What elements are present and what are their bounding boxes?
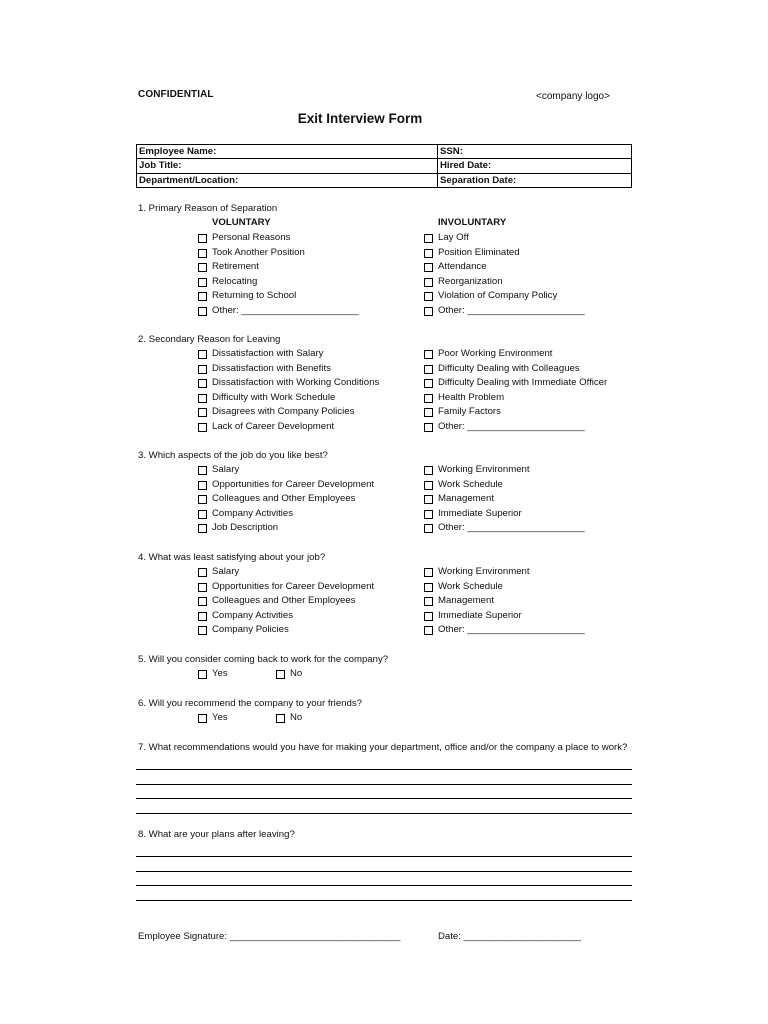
confidential-label: CONFIDENTIAL — [138, 89, 214, 100]
voluntary-heading: VOLUNTARY — [212, 217, 271, 228]
option-label: Management — [438, 493, 494, 504]
checkbox[interactable] — [424, 612, 433, 621]
checkbox[interactable] — [276, 670, 285, 679]
option-label: Other: ______________________ — [212, 304, 359, 316]
checkbox-option[interactable] — [424, 231, 469, 245]
option-label: Work Schedule — [438, 580, 503, 592]
option-label: Immediate Superior — [438, 609, 522, 621]
option-label: Immediate Superior — [438, 507, 522, 519]
question-8: 8. What are your plans after leaving? — [138, 829, 295, 840]
checkbox[interactable] — [198, 597, 207, 606]
option-label: Work Schedule — [438, 478, 503, 490]
ssn-field[interactable]: SSN: — [438, 145, 632, 159]
checkbox-option[interactable] — [424, 580, 503, 594]
checkbox[interactable] — [424, 278, 433, 287]
checkbox[interactable] — [424, 249, 433, 258]
q8-answer-line[interactable] — [136, 856, 632, 857]
checkbox[interactable] — [424, 307, 433, 316]
checkbox[interactable] — [424, 481, 433, 490]
option-label: Reorganization — [438, 275, 503, 287]
checkbox[interactable] — [424, 292, 433, 301]
checkbox[interactable] — [198, 670, 207, 679]
checkbox-option[interactable] — [198, 609, 293, 623]
checkbox-option[interactable] — [424, 623, 585, 637]
checkbox[interactable] — [198, 394, 207, 403]
checkbox[interactable] — [424, 495, 433, 504]
option-label: Position Eliminated — [438, 246, 520, 258]
q6-no-option[interactable]: No — [276, 711, 302, 725]
option-label: Disagrees with Company Policies — [212, 406, 355, 417]
checkbox-option[interactable] — [198, 580, 374, 594]
checkbox-option[interactable] — [198, 347, 323, 361]
option-label: Job Description — [212, 522, 279, 533]
option-label: Retirement — [212, 261, 259, 272]
option-label: Colleagues and Other Employees — [212, 493, 356, 504]
checkbox[interactable] — [424, 234, 433, 243]
checkbox-option[interactable] — [198, 492, 355, 506]
checkbox[interactable] — [198, 714, 207, 723]
department-location-field[interactable]: Department/Location: — [137, 173, 438, 187]
checkbox[interactable] — [198, 495, 207, 504]
checkbox-option[interactable] — [198, 594, 355, 608]
checkbox[interactable] — [198, 583, 207, 592]
question-1: 1. Primary Reason of Separation — [138, 203, 278, 214]
checkbox[interactable] — [198, 234, 207, 243]
option-label: Opportunities for Career Development — [212, 580, 375, 592]
checkbox[interactable] — [424, 365, 433, 374]
checkbox-option[interactable] — [198, 478, 374, 492]
option-label: Working Environment — [438, 566, 530, 577]
checkbox-option[interactable] — [198, 623, 289, 637]
checkbox-option[interactable] — [424, 260, 487, 274]
option-label: Lack of Career Development — [212, 420, 335, 432]
hired-date-field[interactable]: Hired Date: — [438, 159, 632, 173]
checkbox[interactable] — [198, 365, 207, 374]
option-label: Company Activities — [212, 609, 294, 621]
q7-answer-line[interactable] — [136, 784, 632, 785]
checkbox-option[interactable] — [424, 376, 607, 390]
question-7: 7. What recommendations would you have for making your department, office and/or the company a place to work? — [138, 742, 628, 753]
employee-info-table — [136, 144, 632, 188]
checkbox[interactable] — [198, 510, 207, 519]
checkbox-option[interactable] — [424, 391, 504, 405]
checkbox[interactable] — [424, 394, 433, 403]
checkbox[interactable] — [198, 568, 207, 577]
checkbox[interactable] — [424, 423, 433, 432]
checkbox-option[interactable] — [198, 463, 239, 477]
checkbox-option[interactable] — [198, 405, 354, 419]
q8-answer-line[interactable] — [136, 900, 632, 901]
checkbox[interactable] — [424, 408, 433, 417]
checkbox-option[interactable] — [424, 304, 585, 318]
job-title-field[interactable]: Job Title: — [137, 159, 438, 173]
option-label: Opportunities for Career Development — [212, 478, 375, 490]
checkbox[interactable] — [198, 481, 207, 490]
question-5: 5. Will you consider coming back to work for the company? — [138, 654, 389, 665]
checkbox-option[interactable] — [424, 478, 503, 492]
option-label: Poor Working Environment — [438, 348, 553, 359]
checkbox[interactable] — [198, 626, 207, 635]
checkbox-option[interactable] — [198, 376, 379, 390]
q7-answer-line[interactable] — [136, 769, 632, 770]
checkbox-option[interactable] — [198, 260, 259, 274]
table-row — [137, 159, 632, 173]
checkbox[interactable] — [424, 510, 433, 519]
table-row — [137, 145, 632, 159]
checkbox[interactable] — [424, 597, 433, 606]
checkbox-option[interactable] — [198, 231, 290, 245]
signature-date-field[interactable]: Date: ______________________ — [438, 931, 581, 942]
checkbox-option[interactable] — [424, 289, 557, 303]
checkbox[interactable] — [198, 249, 207, 258]
checkbox[interactable] — [198, 524, 207, 533]
option-label: Difficulty Dealing with Immediate Officer — [438, 377, 608, 388]
checkbox[interactable] — [424, 379, 433, 388]
checkbox[interactable] — [276, 714, 285, 723]
q5-no-option[interactable]: No — [276, 667, 302, 681]
option-label: Relocating — [212, 275, 258, 287]
checkbox-option[interactable] — [424, 492, 494, 506]
option-label: Dissatisfaction with Salary — [212, 348, 324, 359]
checkbox[interactable] — [198, 350, 207, 359]
checkbox[interactable] — [424, 583, 433, 592]
table-row — [137, 173, 632, 187]
checkbox-option[interactable] — [198, 246, 305, 260]
checkbox[interactable] — [424, 568, 433, 577]
option-label: Working Environment — [438, 464, 530, 475]
q5-yes-option[interactable]: Yes — [198, 667, 228, 681]
option-label: Personal Reasons — [212, 232, 291, 243]
option-label: Company Policies — [212, 624, 289, 635]
checkbox[interactable] — [424, 524, 433, 533]
company-logo-placeholder: <company logo> — [536, 91, 610, 102]
checkbox[interactable] — [198, 292, 207, 301]
option-label: Management — [438, 595, 494, 606]
checkbox-option[interactable] — [198, 521, 278, 535]
checkbox-option[interactable] — [424, 420, 585, 434]
checkbox-option[interactable] — [424, 594, 494, 608]
checkbox-option[interactable] — [198, 304, 359, 318]
option-label: Dissatisfaction with Benefits — [212, 362, 331, 374]
checkbox-option[interactable] — [424, 565, 530, 579]
option-label: Other: ______________________ — [438, 420, 585, 432]
option-label: Took Another Position — [212, 246, 305, 258]
checkbox-option[interactable] — [424, 275, 503, 289]
question-2: 2. Secondary Reason for Leaving — [138, 334, 281, 345]
checkbox[interactable] — [198, 307, 207, 316]
checkbox-option[interactable] — [198, 289, 296, 303]
involuntary-heading: INVOLUNTARY — [438, 217, 507, 228]
checkbox-option[interactable] — [424, 609, 522, 623]
checkbox-option[interactable] — [198, 507, 293, 521]
checkbox-option[interactable] — [198, 391, 335, 405]
employee-signature-field[interactable]: Employee Signature: ________________________________ — [138, 931, 401, 942]
q7-answer-line[interactable] — [136, 798, 632, 799]
checkbox[interactable] — [424, 350, 433, 359]
checkbox-option[interactable] — [424, 507, 522, 521]
option-label: Family Factors — [438, 406, 501, 417]
checkbox[interactable] — [198, 612, 207, 621]
form-title: Exit Interview Form — [297, 111, 423, 126]
checkbox-option[interactable] — [198, 420, 334, 434]
option-label: Difficulty Dealing with Colleagues — [438, 362, 580, 374]
option-label: Colleagues and Other Employees — [212, 595, 356, 606]
checkbox-option[interactable] — [424, 521, 585, 535]
checkbox[interactable] — [424, 626, 433, 635]
q8-answer-line[interactable] — [136, 871, 632, 872]
question-4: 4. What was least satisfying about your job? — [138, 552, 326, 563]
option-label: Company Activities — [212, 507, 294, 519]
option-label: Difficulty with Work Schedule — [212, 391, 336, 403]
option-label: Salary — [212, 566, 240, 577]
option-label: Salary — [212, 464, 240, 475]
checkbox[interactable] — [198, 263, 207, 272]
checkbox[interactable] — [198, 379, 207, 388]
option-label: Health Problem — [438, 391, 505, 403]
checkbox-option[interactable] — [198, 362, 331, 376]
checkbox[interactable] — [198, 408, 207, 417]
checkbox[interactable] — [198, 423, 207, 432]
checkbox-option[interactable] — [198, 565, 239, 579]
option-label: Violation of Company Policy — [438, 290, 558, 301]
q7-answer-line[interactable] — [136, 813, 632, 814]
q6-yes-option[interactable]: Yes — [198, 711, 228, 725]
checkbox[interactable] — [424, 466, 433, 475]
option-label: Other: ______________________ — [438, 624, 585, 635]
checkbox-option[interactable] — [424, 463, 530, 477]
option-label: Returning to School — [212, 290, 297, 301]
option-label: Other: ______________________ — [438, 522, 585, 533]
question-3: 3. Which aspects of the job do you like best? — [138, 450, 328, 461]
checkbox[interactable] — [424, 263, 433, 272]
checkbox-option[interactable] — [424, 362, 580, 376]
checkbox-option[interactable] — [424, 246, 520, 260]
separation-date-field[interactable]: Separation Date: — [438, 173, 632, 187]
checkbox-option[interactable] — [424, 347, 552, 361]
q8-answer-line[interactable] — [136, 885, 632, 886]
question-6: 6. Will you recommend the company to your friends? — [138, 698, 362, 709]
checkbox-option[interactable] — [198, 275, 257, 289]
option-label: Lay Off — [438, 232, 469, 243]
employee-name-field[interactable]: Employee Name: — [137, 145, 438, 159]
option-label: Other: ______________________ — [438, 304, 585, 316]
checkbox[interactable] — [198, 278, 207, 287]
option-label: Dissatisfaction with Working Conditions — [212, 377, 380, 388]
option-label: Attendance — [438, 261, 487, 272]
checkbox-option[interactable] — [424, 405, 501, 419]
checkbox[interactable] — [198, 466, 207, 475]
